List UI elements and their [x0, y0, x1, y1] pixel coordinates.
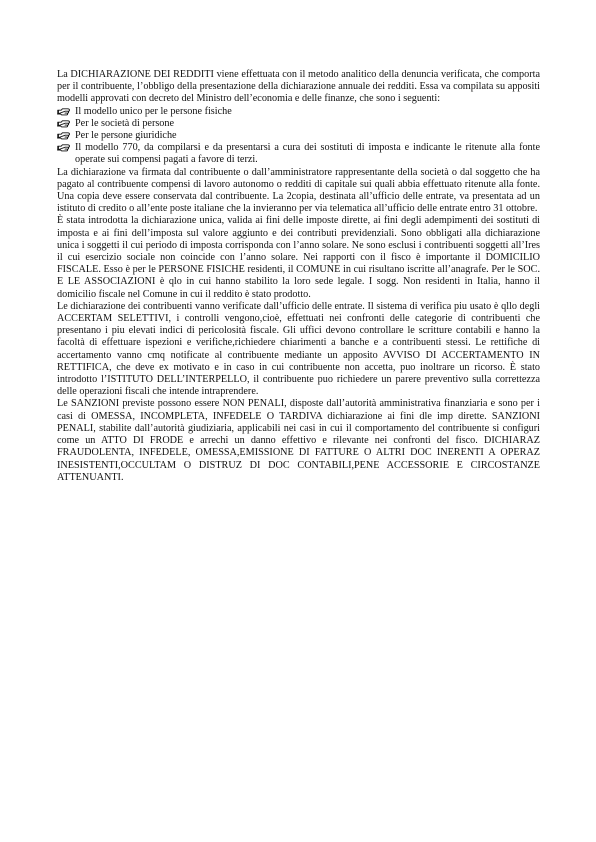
document-page: [57, 69, 540, 484]
pointing-hand-icon: [57, 120, 70, 128]
list-item: [57, 118, 540, 130]
list-item: [57, 106, 540, 118]
sanctions-paragraph: Le SANZIONI previste possono essere NON PENALI, disposte dall’autorità amministrativa finanziaria e sono per i casi di OMESSA, INCOMPLETA, INFEDELE O TARDIVA dichiarazione ai fini dle imp dirette. SANZIONI PENALI, stabilite dall’autorità giudiziaria, applicabili nei casi in cui il comportamento del contribuente si configuri come un ATTO DI FRODE e arrechi un danno effettivo e rilevante nei confronti del fisco. DICHIARAZ FRAUDOLENTA, INFEDELE, OMESSA,EMISSIONE DI FATTURE O ALTRI DOC INERENTI A OPERAZ INESISTENTI,OCCULTAM O DISTRUZ DI DOC CONTABILI,PENE ACCESSORIE E CIRCOSTANZE ATTENUANTI.: [57, 398, 540, 483]
single-declaration-paragraph: È stata introdotta la dichiarazione unica, valida ai fini delle imposte dirette, ai fini degli adempimenti dei sostituti di imposta e ai fini dell’imposta sul valore aggiunto e dei contributi previdenziali. Sono obbligati alla dichiarazione unica i soggetti il cui periodo di imposta corrisponda con l’anno solare. Ne sono esclusi i contribuenti soggetti all’Ires il cui esercizio sociale non coincide con l’anno solare. Nei rapporti con il fisco è importante il DOMICILIO FISCALE. Esso è per le PERSONE FISICHE residenti, il COMUNE in cui risultano iscritte all’anagrafe. Per le SOC. E LE ASSOCIAZIONI è qlo in cui hanno stabilito la loro sede legale. I sogg. Non residenti in Italia, hanno il domicilio fiscale nel Comune in cui il reddito è stato prodotto.: [57, 215, 540, 300]
pointing-hand-icon: [57, 108, 70, 116]
model-list: [57, 106, 540, 167]
list-item-text: Per le società di persone: [75, 117, 175, 129]
list-item: [57, 130, 540, 142]
list-item-text: Per le persone giuridiche: [75, 130, 177, 142]
signature-paragraph: La dichiarazione va firmata dal contribuente o dall’amministratore rappresentante della società o dal soggetto che ha pagato al contribuente compensi di lavoro autonomo o redditi di capitale sui quali abbia effettuato ritenute alla fonte. Una copia deve essere conservata dal contribuente. La 2copia, destinata all’ufficio delle entrate, va presentata ad un istituto di credito o all’ente poste italiane che la invieranno per via telematica all’ufficio delle entrate entro 31 ottobre.: [57, 166, 540, 215]
list-item: [57, 142, 540, 166]
list-item-text: Il modello unico per le persone fisiche: [75, 105, 232, 117]
pointing-hand-icon: [57, 144, 70, 152]
pointing-hand-icon: [57, 132, 70, 140]
intro-paragraph: La DICHIARAZIONE DEI REDDITI viene effettuata con il metodo analitico della denuncia verificata, che comporta per il contribuente, l’obbligo della presentazione della dichiarazione annuale dei redditi. Essa va compilata su appositi modelli approvati con decreto del Ministro dell’economia e delle finanze, che sono i seguenti:: [57, 69, 540, 105]
list-item-text: Il modello 770, da compilarsi e da presentarsi a cura dei sostituti di imposta e indicante le ritenute alla fonte operate sui compensi pagati a favore di terzi.: [75, 142, 540, 166]
verification-paragraph: Le dichiarazione dei contribuenti vanno verificate dall’ufficio delle entrate. Il sistema di verifica piu usato è qllo degli ACCERTAM SELETTIVI, i controlli vengono,cioè, effettuati nei confronti delle categorie di contribuenti che presentano i piu elevati indici di pericolosità fiscale. Gli uffici devono controllare le scritture contabili e hanno la facoltà di effettuare ispezioni e verifiche,richiedere chiarimenti a banche e a contribuenti stessi. Le rettifiche di accertamento vanno cmq notificate al contribuente mediante un apposito AVVISO DI ACCERTAMENTO IN RETTIFICA, che deve ex motivato e in caso in cui contribuente non accetta, puo inoltrare un ricorso. È stato introdotto l’ISTITUTO DELL’INTERPELLO, il contribuente puo richiedere un parere preventivo sulla correttezza delle operazioni fiscali che intende intraprendere.: [57, 300, 540, 398]
